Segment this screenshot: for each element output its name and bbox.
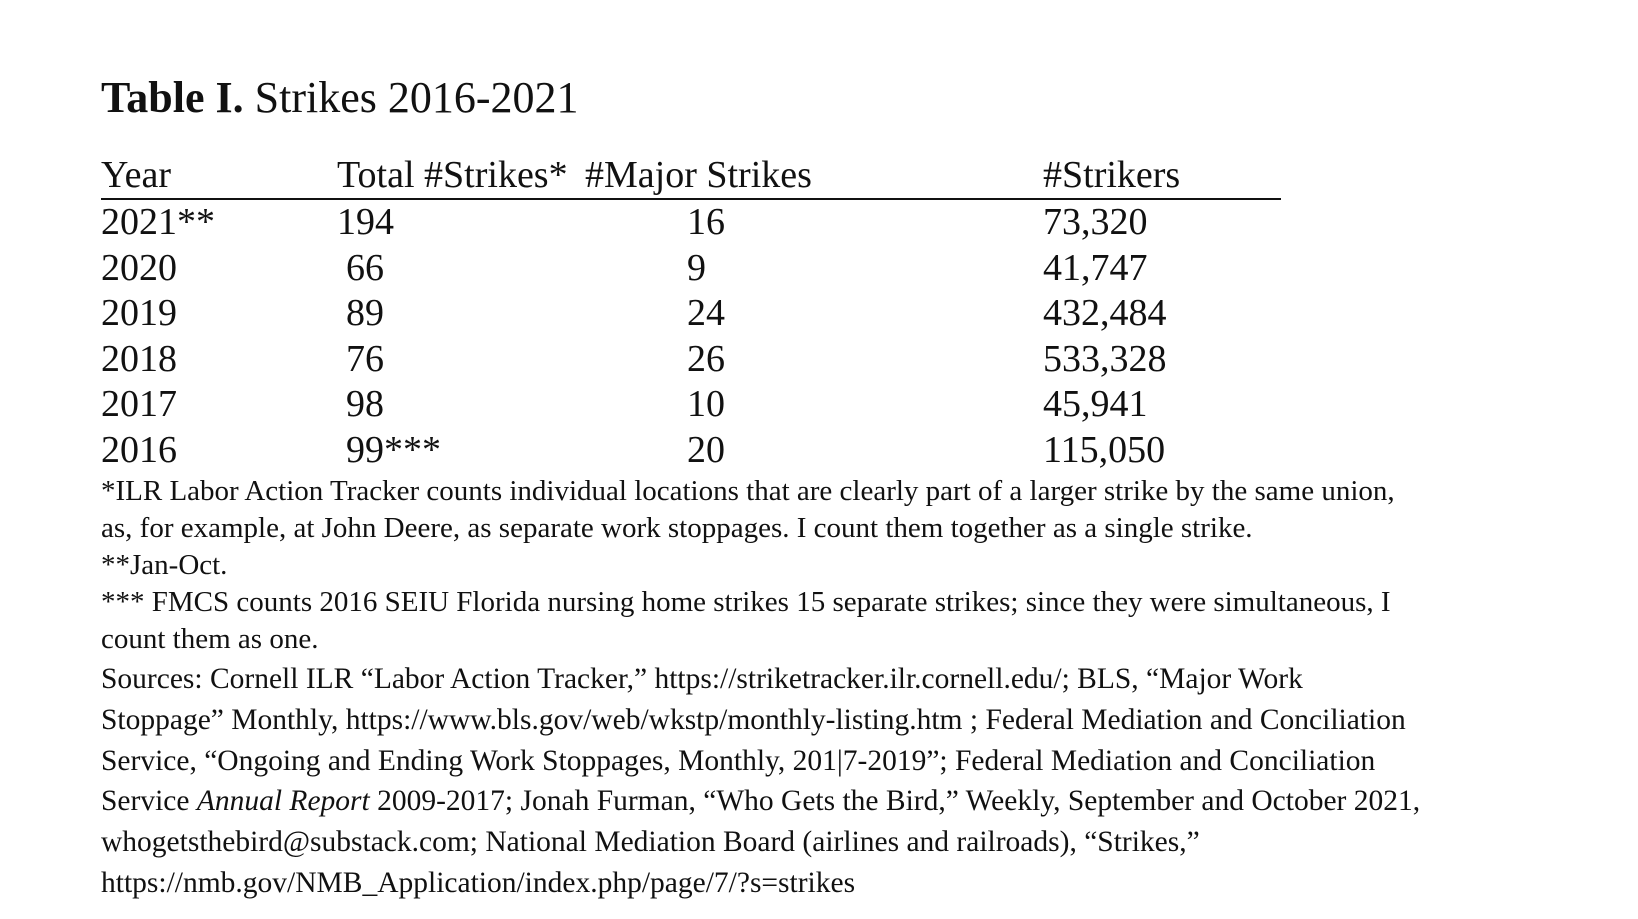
footnote-line: as, for example, at John Deere, as separate work stoppages. I count them together as a single strike. [101,512,1253,544]
sources-line: https://nmb.gov/NMB_Application/index.php/page/7/?s=strikes [101,866,856,899]
header-year: Year [101,154,172,196]
sources-line: Sources: Cornell ILR “Labor Action Tracker,” https://striketracker.ilr.cornell.edu/; BLS, “Major Work [101,663,1303,695]
table-row [101,428,1281,474]
table-row [101,246,1281,292]
cell-major-strikes: 9 [687,246,706,289]
cell-total-strikes: 89 [346,292,384,334]
sources-paragraph [101,659,1601,904]
cell-year: 2021** [101,201,215,243]
footnote-line: *ILR Labor Action Tracker counts individual locations that are clearly part of a larger strike by the same union, [101,475,1395,507]
footnote-double-asterisk: **Jan-Oct. [101,549,228,581]
footnote-line: count them as one. [101,623,319,655]
cell-total-strikes: 99*** [346,428,441,471]
strikes-table [101,152,1281,473]
sources-line: Service, “Ongoing and Ending Work Stoppages, Monthly, 201|7-2019”; Federal Mediation and Conciliation [101,744,1376,777]
cell-year: 2017 [101,383,177,425]
cell-total-strikes: 66 [346,246,384,289]
footnote-triple-asterisk [101,584,1581,658]
table-row [101,382,1281,428]
cell-strikers: 73,320 [1043,201,1148,243]
table-title [101,70,579,126]
table-title-text: Strikes 2016-2021 [243,73,579,122]
cell-major-strikes: 16 [687,201,725,243]
table-row [101,200,1281,246]
table-row [101,291,1281,337]
sources-text: Service [101,785,197,818]
cell-year: 2018 [101,337,177,380]
cell-strikers: 533,328 [1043,337,1167,380]
cell-major-strikes: 24 [687,292,725,334]
cell-strikers: 45,941 [1043,383,1148,425]
annual-report-title: Annual Report [196,785,370,818]
cell-year: 2020 [101,246,177,289]
sources-line [101,781,1601,822]
table-footnotes [101,473,1581,658]
table-header [101,152,1281,200]
cell-strikers: 115,050 [1043,428,1166,471]
sources-text: 2009-2017; Jonah Furman, “Who Gets the Bird,” Weekly, September and October 2021, [369,785,1421,818]
header-strikers: #Strikers [1043,154,1181,196]
cell-year: 2016 [101,428,177,471]
footnote-line: *** FMCS counts 2016 SEIU Florida nursing home strikes 15 separate strikes; since they were simultaneous, I [101,586,1391,618]
sources-line: whogetsthebird@substack.com; National Mediation Board (airlines and railroads), “Strikes,” [101,826,1200,859]
cell-total-strikes: 76 [346,337,384,380]
header-total-strikes: Total #Strikes* [337,154,568,196]
cell-strikers: 41,747 [1043,246,1148,289]
cell-major-strikes: 10 [687,383,725,425]
header-major-strikes: #Major Strikes [585,154,812,196]
cell-major-strikes: 26 [687,337,725,380]
cell-strikers: 432,484 [1043,292,1167,334]
table-row [101,337,1281,383]
cell-major-strikes: 20 [687,428,725,471]
cell-total-strikes: 194 [337,201,394,243]
cell-total-strikes: 98 [346,383,384,425]
footnote-single-asterisk [101,473,1581,547]
cell-year: 2019 [101,292,177,334]
table-title-label: Table I. [101,73,244,122]
sources-line: Stoppage” Monthly, https://www.bls.gov/web/wkstp/monthly-listing.htm ; Federal Mediation and Conciliation [101,703,1406,736]
